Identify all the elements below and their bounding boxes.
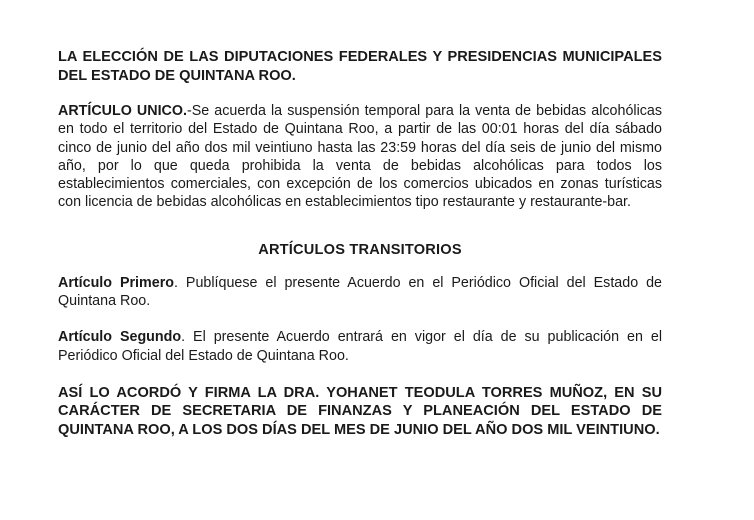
articulo-segundo-text: . El presente Acuerdo entrará en vigor el día de su publicación en el Periódico Oficial del Estado de Quintana Roo. — [58, 329, 662, 364]
document-heading: LA ELECCIÓN DE LAS DIPUTACIONES FEDERALES Y PRESIDENCIAS MUNICIPALES DEL ESTADO DE QUINTANA ROO. — [58, 49, 662, 84]
document-page — [58, 48, 662, 439]
articulo-unico-label: ARTÍCULO UNICO. — [58, 103, 187, 119]
articulo-segundo-paragraph — [58, 328, 662, 365]
closing-statement: ASÍ LO ACORDÓ Y FIRMA LA DRA. YOHANET TEODULA TORRES MUÑOZ, EN SU CARÁCTER DE SECRETARIA DE FINANZAS Y PLANEACIÓN DEL ESTADO DE QUINTANA ROO, A LOS DOS DÍAS DEL MES DE JUNIO DEL AÑO DOS MIL VEINTIUNO. — [58, 384, 662, 438]
articulo-unico-paragraph — [58, 102, 662, 212]
articulo-primero-text: . Publíquese el presente Acuerdo en el Periódico Oficial del Estado de Quintana Roo. — [58, 274, 663, 310]
transitorios-title: ARTÍCULOS TRANSITORIOS — [258, 241, 462, 258]
articulo-segundo-label: Artículo Segundo — [58, 329, 182, 346]
articulo-primero-paragraph — [58, 274, 662, 311]
articulo-primero-label: Artículo Primero — [58, 274, 174, 291]
articulo-unico-text: -Se acuerda la suspensión temporal para la venta de bebidas alcohólicas en todo el territorio del Estado de Quintana Roo, a partir de las 00:01 horas del día sábado cinco de junio del año dos mil veintiuno hasta las 23:59 horas del día seis de junio del mismo año, por lo que queda prohibida la venta de bebidas alcohólicas para todos los establecimientos comerciales, con excepción de los comercios ubicados en zonas turísticas con licencia de bebidas alcohólicas en establecimientos tipo restaurante y restaurante-bar. — [58, 103, 662, 211]
